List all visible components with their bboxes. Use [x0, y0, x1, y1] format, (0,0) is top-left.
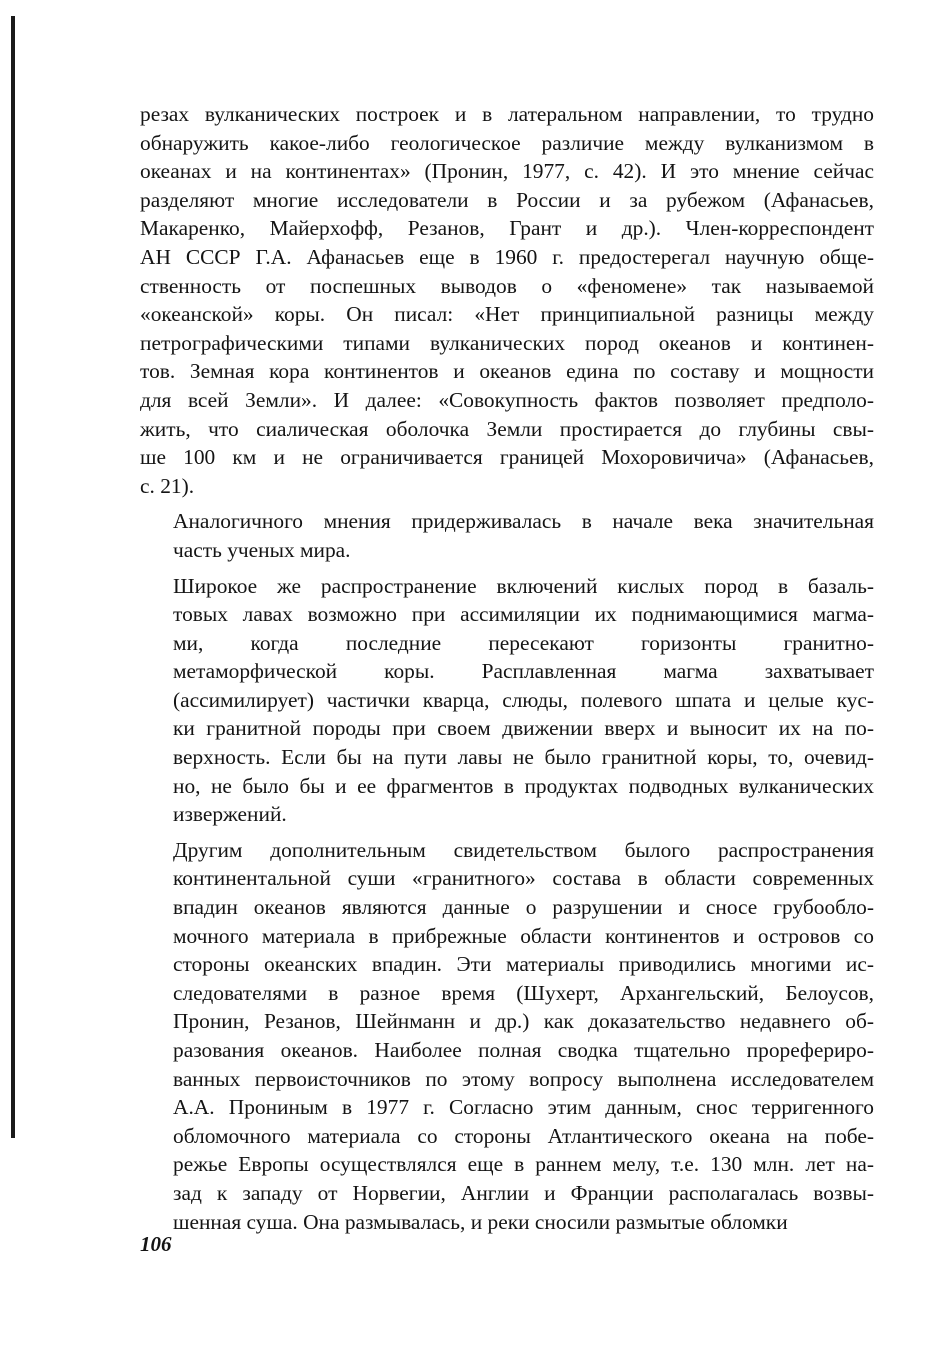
text-line: мочного материала в прибрежные области континентов и островов со	[173, 923, 874, 948]
page-body	[140, 100, 874, 1243]
text-line: петрографическими типами вулканических пород океанов и континен-	[140, 330, 874, 355]
text-line: Широкое же распространение включений кислых пород в базаль-	[173, 573, 874, 598]
text-line: Макаренко, Майерхофф, Резанов, Грант и др.). Член-корреспондент	[140, 216, 874, 241]
text-line: зад к западу от Норвегии, Англии и Франции располагалась возвы-	[173, 1180, 874, 1205]
scan-edge-mark	[11, 16, 15, 1138]
text-line: (ассимилирует) частички кварца, слюды, полевого шпата и целые кус-	[173, 687, 874, 712]
text-line: А.А. Прониным в 1977 г. Согласно этим данным, снос терригенного	[173, 1095, 874, 1120]
text-line: АН СССР Г.А. Афанасьев еще в 1960 г. предостерегал научную обще-	[140, 244, 874, 269]
text-line: но, не было бы и ее фрагментов в продуктах подводных вулканических	[173, 773, 874, 798]
text-line: метаморфической коры. Расплавленная магма захватывает	[173, 659, 874, 684]
text-line: ше 100 км и не ограничивается границей Мохоровичича» (Афанасьев,	[140, 445, 874, 470]
text-line: разделяют многие исследователи в России и за рубежом (Афанасьев,	[140, 187, 874, 212]
text-line: разования океанов. Наиболее полная сводка тщательно прорефериро-	[173, 1038, 874, 1062]
paragraph-4	[140, 836, 874, 1236]
text-line: Аналогичного мнения придерживалась в начале века значительная	[173, 509, 874, 534]
text-line: «океанской» коры. Он писал: «Нет принципиальной разницы между	[140, 302, 874, 327]
text-line: обломочного материала со стороны Атлантического океана на побе-	[173, 1123, 874, 1148]
paragraph-1	[140, 100, 874, 500]
text-line: извержений.	[173, 802, 287, 827]
paragraph-3	[140, 572, 874, 829]
text-line: ки гранитной породы при своем движении вверх и выносит их на по-	[173, 716, 874, 741]
text-line: ми, когда последние пересекают горизонты гранитно-	[173, 630, 874, 655]
text-line: ственность от поспешных выводов о «феномене» так называемой	[140, 273, 874, 298]
text-line: товых лавах возможно при ассимиляции их поднимающимися магма-	[173, 602, 874, 627]
text-line: континентальной суши «гранитного» состава в области современных	[173, 866, 874, 891]
text-line: шенная суша. Она размывалась, и реки сносили размытые обломки	[173, 1209, 788, 1234]
paragraph-2	[140, 507, 874, 564]
text-line: обнаружить какое-либо геологическое различие между вулканизмом в	[140, 130, 874, 155]
text-line: для всей Земли». И далее: «Совокупность фактов позволяет предполо-	[140, 387, 874, 412]
page-number: 106	[140, 1232, 172, 1256]
text-line: резах вулканических построек и в латеральном направлении, то трудно	[140, 102, 874, 126]
text-line: жить, что сиалическая оболочка Земли простирается до глубины свы-	[140, 416, 874, 441]
text-line: стороны океанских впадин. Эти материалы приводились многими ис-	[173, 952, 874, 977]
text-line: впадин океанов являются данные о разрушении и сносе грубообло-	[173, 895, 874, 920]
text-line: режье Европы осуществлялся еще в раннем мелу, т.е. 130 млн. лет на-	[173, 1152, 874, 1177]
text-line: верхность. Если бы на пути лавы не было гранитной коры, то, очевид-	[173, 745, 874, 770]
text-line: Пронин, Резанов, Шейнманн и др.) как доказательство недавнего об-	[173, 1009, 874, 1034]
text-line: следователями в разное время (Шухерт, Архангельский, Белоусов,	[173, 980, 874, 1005]
text-line: Другим дополнительным свидетельством былого распространения	[173, 837, 874, 862]
text-line: тов. Земная кора континентов и океанов едина по составу и мощности	[140, 359, 874, 384]
text-line: ванных первоисточников по этому вопросу выполнена исследователем	[173, 1066, 874, 1091]
text-line: океанах и на континентах» (Пронин, 1977, с. 42). И это мнение сейчас	[140, 159, 874, 184]
text-line: с. 21).	[140, 473, 195, 498]
text-line: часть ученых мира.	[173, 537, 351, 562]
